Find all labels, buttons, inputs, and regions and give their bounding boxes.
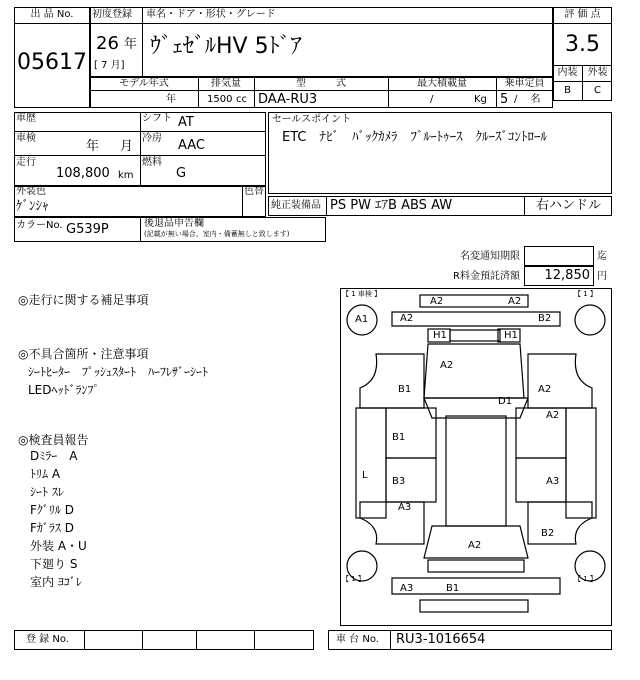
det-div <box>140 112 141 187</box>
exterior-label: 外装 <box>587 67 608 78</box>
fuel-value: G <box>176 166 187 181</box>
mark-front-right: B2 <box>538 313 552 324</box>
defects-header: ◎不具合箇所・注意事項 <box>18 347 149 361</box>
mileage-value: 108,800 <box>56 166 110 181</box>
equipment-label: 純正装備品 <box>271 200 321 211</box>
reg-div3 <box>196 630 197 650</box>
interior-grade: B <box>564 85 571 96</box>
inspector-header: ◎検査員報告 <box>18 433 89 447</box>
steering-value: 右ハンドル <box>535 198 601 213</box>
exterior-grade: C <box>594 85 601 96</box>
mark-lamp-l: H1 <box>433 330 447 341</box>
reg-div4 <box>254 630 255 650</box>
inspection-month: 月 <box>120 139 134 154</box>
interior-label: 内装 <box>557 67 578 78</box>
score-rule <box>553 23 612 24</box>
displacement-label: 排気量 <box>211 78 241 89</box>
mark-hood: A2 <box>440 360 454 371</box>
mark-door-rr: A3 <box>546 476 560 487</box>
aftermarket-note: (記載が無い場合、室内・備蓄無しと致します) <box>144 230 290 238</box>
inspector-line: 外装 A・U <box>30 539 87 553</box>
ac-label: 冷房 <box>142 133 162 144</box>
mark-front-bumper-r: A2 <box>508 296 522 307</box>
year-unit: 年 <box>124 37 138 52</box>
notice-box <box>524 246 594 266</box>
mileage-unit: km <box>118 170 134 181</box>
reg-divider <box>142 7 143 77</box>
capacity-label: 乗車定員 <box>504 78 545 89</box>
reg-label: 初度登録 <box>92 9 132 20</box>
mark-lamp-r: H1 <box>504 330 518 341</box>
chassis-div <box>390 630 391 650</box>
reg-div1 <box>84 630 85 650</box>
exterior-color-label: 外装色 <box>16 186 46 197</box>
defects-line-2: LEDﾍｯﾄﾞﾗﾝﾌﾟ <box>28 383 100 397</box>
mark-fender-r: A2 <box>538 384 552 395</box>
fuel-label: 燃料 <box>142 157 162 168</box>
color-change-div <box>242 185 243 217</box>
car-diagram <box>340 288 612 626</box>
capacity-unit: / 名 <box>514 94 541 105</box>
car-name: ｳﾞｪｾﾞﾙHV 5ﾄﾞｱ <box>150 34 302 59</box>
notice-label: 名変通知期限 <box>460 251 520 262</box>
defects-line-1: ｼｰﾄﾋｰﾀｰ ﾌﾟｯｼｭｽﾀｰﾄ ﾊｰﾌﾚｻﾞｰｼｰﾄ <box>28 365 209 379</box>
mark-front-left: A2 <box>400 313 414 324</box>
driving-header: ◎走行に関する補足事項 <box>18 293 149 307</box>
inspector-line: Fｸﾞﾘﾙ D <box>30 503 74 517</box>
max-load-unit: Kg <box>474 94 487 105</box>
mark-door-fr: A2 <box>546 410 560 421</box>
lot-label: 出 品 No. <box>14 9 90 24</box>
inspection-year: 年 <box>86 139 100 154</box>
max-load-label: 最大積載量 <box>417 78 467 89</box>
deposit-label: R料金預託済額 <box>453 271 520 282</box>
color-box <box>14 185 266 217</box>
colorno-div <box>140 217 141 242</box>
ac-value: AAC <box>178 138 205 153</box>
displacement-value: 1500 <box>207 94 233 105</box>
inspector-line: ﾄﾘﾑ A <box>30 467 61 481</box>
displacement-unit: cc <box>236 94 247 105</box>
mark-side-l: L <box>362 470 368 481</box>
notice-unit: 迄 <box>597 251 607 262</box>
capacity-value: 5 <box>500 92 509 107</box>
max-load-value: / <box>430 94 434 105</box>
corner-bl: 【 1 】 <box>342 575 365 583</box>
corner-tl: 【 1 車検 】 <box>342 290 382 298</box>
inspector-line: 下廻り S <box>30 557 78 571</box>
header-rule <box>90 23 553 24</box>
aftermarket-label: 後退品申告欄 <box>144 218 204 229</box>
exterior-color: ｹﾞﾝｼｬ <box>16 199 49 214</box>
name-label: 車名・ドア・形状・グレード <box>146 9 276 20</box>
deposit-unit: 円 <box>597 271 607 282</box>
reg-no-label: 登 録 No. <box>26 634 69 645</box>
deposit-value: 12,850 <box>544 268 590 283</box>
inspector-line: Dﾐﾗｰ A <box>30 449 78 463</box>
type-label: 型 式 <box>296 78 346 89</box>
corner-br: 【 1 】 <box>574 575 597 583</box>
shift-label: シフト <box>142 113 172 124</box>
sales-points: ETC ﾅﾋﾞ ﾊﾞｯｸｶﾒﾗ ﾌﾞﾙｰﾄｩｰｽ ｸﾙｰｽﾞｺﾝﾄﾛｰﾙ <box>282 130 547 145</box>
sales-points-label: セールスポイント <box>272 114 352 125</box>
lot-number: 05617 <box>17 50 87 75</box>
grade-rule2 <box>553 81 612 82</box>
shift-value: AT <box>178 115 194 130</box>
inspector-line: 室内 ﾖｺﾞﾚ <box>30 575 82 589</box>
mark-trunk: A2 <box>468 540 482 551</box>
model-year-label: モデル年式 <box>119 78 169 89</box>
reg-div2 <box>142 630 143 650</box>
inspector-line: ｼｰﾄ ｽﾚ <box>30 485 64 499</box>
mark-door-fl: B1 <box>392 432 406 443</box>
model-year-unit: 年 <box>166 94 176 105</box>
equip-div1 <box>326 196 327 216</box>
mark-rear-right: B1 <box>446 583 460 594</box>
inspection-label: 車検 <box>16 133 36 144</box>
mark-wheel-fl: A1 <box>355 314 369 325</box>
spec-rule <box>90 90 553 91</box>
inspector-line: Fｶﾞﾗｽ D <box>30 521 74 535</box>
mileage-label: 走行 <box>16 157 36 168</box>
equipment-value: PS PW ｴｱB ABS AW <box>330 198 453 213</box>
color-no-label: カラーNo. <box>16 220 63 231</box>
mark-quarter-r: B2 <box>541 528 555 539</box>
reg-month: [ 7 月] <box>94 60 125 71</box>
chassis-number: RU3-1016654 <box>396 632 486 647</box>
color-change-label: 色替 <box>244 186 264 197</box>
chassis-label: 車 台 No. <box>336 634 379 645</box>
type-code: DAA-RU3 <box>258 92 318 107</box>
mark-windshield: D1 <box>498 396 513 407</box>
mark-front-bumper-l: A2 <box>430 296 444 307</box>
color-no: G539P <box>66 222 109 237</box>
mark-door-rl: B3 <box>392 476 406 487</box>
history-label: 車歴 <box>16 113 36 124</box>
mark-rear-left: A3 <box>400 583 414 594</box>
mark-quarter-l: A3 <box>398 502 412 513</box>
score-label: 評 価 点 <box>564 9 601 20</box>
reg-year: 26 <box>96 33 119 54</box>
score-value: 3.5 <box>565 32 600 57</box>
corner-tr: 【 1 】 <box>574 290 597 298</box>
mark-fender-l: B1 <box>398 384 412 395</box>
